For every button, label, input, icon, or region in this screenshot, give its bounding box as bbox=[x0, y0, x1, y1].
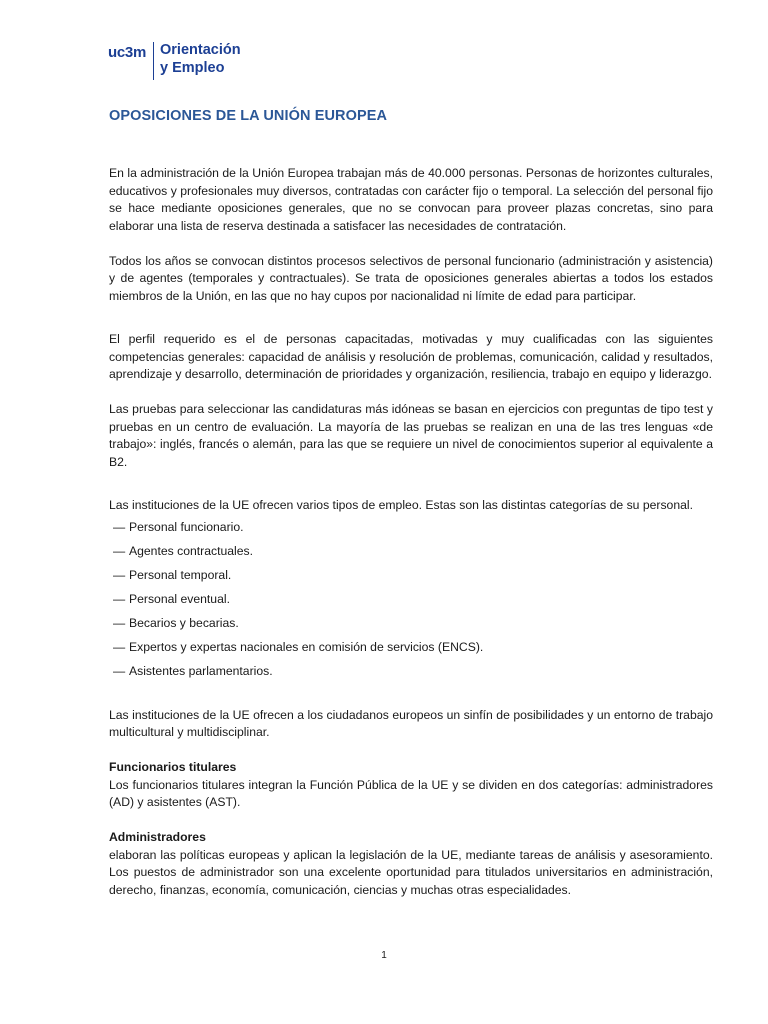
logo-text bbox=[160, 42, 241, 77]
dash-bullet: — bbox=[113, 543, 126, 558]
logo-mark: uc3m bbox=[108, 44, 146, 61]
paragraph-tests: Las pruebas para seleccionar las candidaturas más idóneas se basan en ejercicios con preguntas de tipo test y pruebas en un centro de evaluación. La mayoría de las pruebas se realizan en una de las tres lenguas «de trabajo»: inglés, francés o alemán, para las que se requiere un nivel de conocimientos superior al equivalente a B2. bbox=[109, 402, 713, 469]
list-item: — Agentes contractuales. bbox=[113, 543, 713, 561]
list-item: — Personal funcionario. bbox=[113, 519, 713, 537]
dash-bullet: — bbox=[113, 615, 126, 630]
dash-bullet: — bbox=[113, 639, 126, 654]
list-item: — Becarios y becarias. bbox=[113, 615, 713, 633]
uc3m-logo bbox=[108, 42, 241, 80]
logo-divider bbox=[153, 42, 154, 80]
paragraph-funcionarios: Los funcionarios titulares integran la Función Pública de la UE y se dividen en dos categorías: administradores (AD) y asistentes (AST). bbox=[109, 777, 713, 809]
list-item: — Expertos y expertas nacionales en comisión de servicios (ENCS). bbox=[113, 639, 713, 657]
dash-bullet: — bbox=[113, 519, 126, 534]
list-item: — Personal temporal. bbox=[113, 567, 713, 585]
paragraph-employment-types: Las instituciones de la UE ofrecen varios tipos de empleo. Estas son las distintas categorías de su personal. bbox=[109, 498, 693, 512]
logo-line-1: Orientación bbox=[160, 42, 241, 58]
dash-bullet: — bbox=[113, 591, 126, 606]
list-item: — Personal eventual. bbox=[113, 591, 713, 609]
page-number: 1 bbox=[381, 950, 387, 961]
dash-bullet: — bbox=[113, 567, 126, 582]
category-list bbox=[109, 519, 713, 681]
heading-administradores: Administradores bbox=[109, 830, 206, 844]
paragraph-annual-calls: Todos los años se convocan distintos procesos selectivos de personal funcionario (administración y asistencia) y de agentes (temporales y contractuales). Se trata de oposiciones generales abiertas a todos los estados miembros de la Unión, en las que no hay cupos por nacionalidad ni límite de edad para participar. bbox=[109, 253, 713, 303]
paragraph-intro: En la administración de la Unión Europea trabajan más de 40.000 personas. Personas de horizontes culturales, educativos y profesionales muy diversos, contratadas con carácter fijo o temporal. La selección del personal fijo se hace mediante oposiciones generales, que no se convocan para proveer plazas concretas, sino para elaborar una lista de reserva destinada a satisfacer las necesidades de contratación. bbox=[109, 166, 713, 233]
paragraph-profile: El perfil requerido es el de personas capacitadas, motivadas y muy cualificadas con las siguientes competencias generales: capacidad de análisis y resolución de problemas, comunicación, calidad y resultados, aprendizaje y desarrollo, determinación de prioridades y organización, resiliencia, trabajo en equipo y liderazgo. bbox=[109, 332, 713, 381]
list-item: — Asistentes parlamentarios. bbox=[113, 663, 713, 681]
document-body bbox=[109, 165, 713, 899]
paragraph-administradores: elaboran las políticas europeas y aplican la legislación de la UE, mediante tareas de análisis y asesoramiento. Los puestos de administrador son una excelente oportunidad para titulados universitarios en administración, derecho, finanzas, economía, comunicación, ciencias y muchas otras especialidades. bbox=[109, 847, 713, 897]
paragraph-opportunities: Las instituciones de la UE ofrecen a los ciudadanos europeos un sinfín de posibilidades y un entorno de trabajo multicultural y multidisciplinar. bbox=[109, 707, 713, 739]
page-title: OPOSICIONES DE LA UNIÓN EUROPEA bbox=[109, 108, 388, 124]
dash-bullet: — bbox=[113, 663, 126, 678]
heading-funcionarios: Funcionarios titulares bbox=[109, 760, 237, 774]
logo-line-2: y Empleo bbox=[160, 59, 225, 76]
